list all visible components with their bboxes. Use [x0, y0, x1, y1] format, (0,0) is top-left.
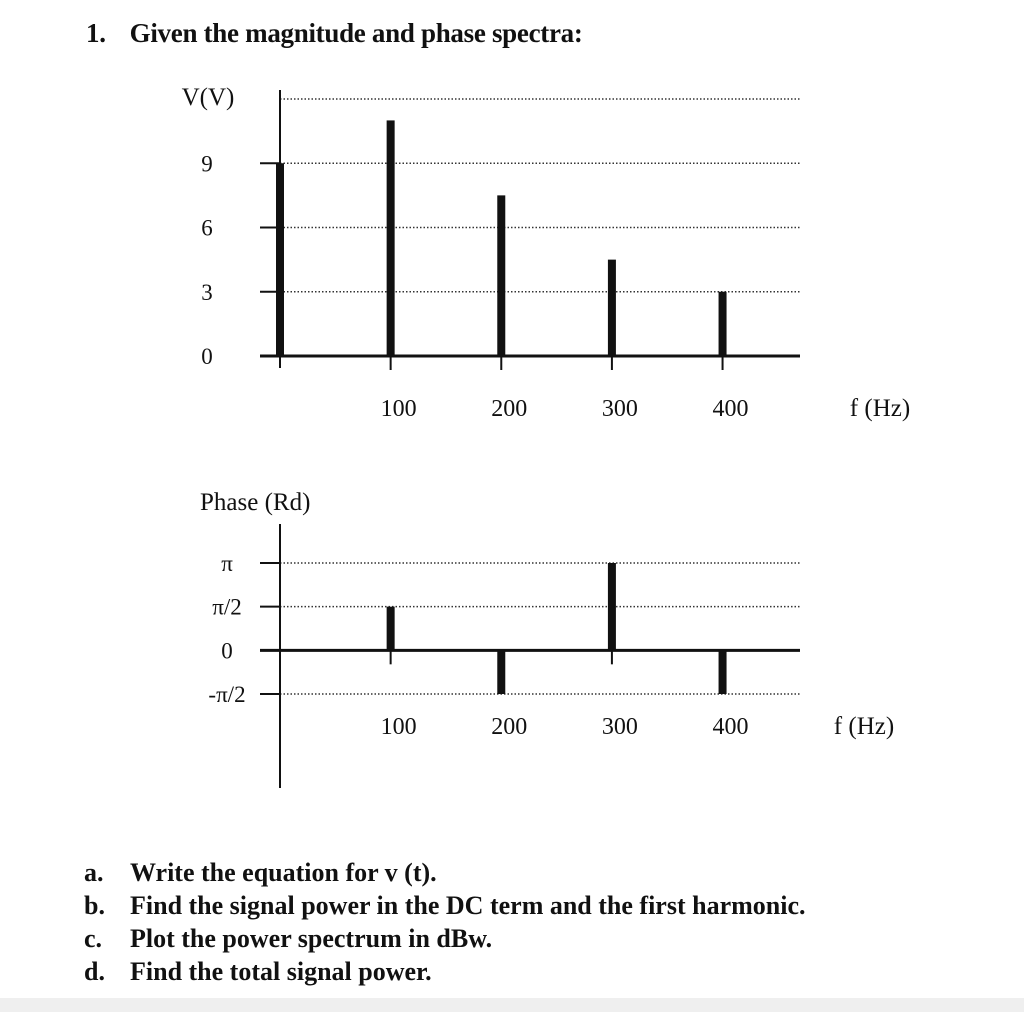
x-axis-title: f (Hz): [833, 713, 895, 740]
x-tick-label: 400: [712, 396, 749, 422]
magnitude-labels: [182, 84, 911, 422]
y-tick-label: 6: [201, 215, 213, 241]
phase-labels: [200, 489, 894, 740]
magnitude-grid: [280, 99, 800, 292]
x-tick-label: 200: [491, 714, 528, 740]
phase-bars: [387, 563, 727, 694]
y-tick-label: -π/2: [208, 682, 246, 707]
spectral-bar: [608, 563, 616, 650]
spectral-bar: [497, 650, 505, 694]
magnitude-bars: [276, 120, 727, 356]
question-list: [84, 856, 806, 988]
question-text: Plot the power spectrum in dBw.: [130, 924, 493, 953]
y-tick-label: 0: [221, 638, 233, 664]
question-text: Write the equation for v (t).: [130, 858, 437, 887]
question-item: [84, 856, 806, 889]
y-tick-label: 9: [201, 151, 213, 177]
x-tick-label: 100: [380, 714, 417, 740]
question-letter: c.: [84, 924, 103, 953]
y-tick-label: 0: [201, 344, 213, 369]
question-letter: b.: [84, 891, 105, 920]
magnitude-spectrum-chart: [0, 70, 1024, 450]
spectral-bar: [719, 292, 727, 356]
x-tick-label: 200: [491, 396, 528, 422]
spectral-bar: [497, 195, 505, 356]
y-tick-label: π: [221, 551, 233, 576]
question-letter: d.: [84, 957, 105, 986]
x-axis-title: f (Hz): [849, 395, 911, 422]
y-tick-label: 3: [201, 279, 213, 305]
question-item: [84, 955, 806, 988]
problem-text: Given the magnitude and phase spectra:: [129, 18, 583, 48]
spectral-bar: [608, 260, 616, 356]
question-item: [84, 889, 806, 922]
y-axis-title: V(V): [181, 84, 235, 111]
problem-statement: [86, 18, 583, 49]
question-text: Find the signal power in the DC term and the first harmonic.: [130, 891, 806, 920]
x-tick-label: 100: [380, 396, 417, 422]
question-text: Find the total signal power.: [130, 957, 432, 986]
spectral-bar: [276, 163, 284, 356]
spectral-bar: [387, 607, 395, 651]
y-axis-title: Phase (Rd): [200, 489, 311, 516]
x-tick-label: 300: [601, 714, 638, 740]
phase-spectrum-chart: [0, 480, 1024, 810]
question-item: [84, 922, 806, 955]
spectral-bar: [719, 650, 727, 694]
y-tick-label: π/2: [212, 594, 242, 620]
question-letter: a.: [84, 858, 104, 887]
x-tick-label: 400: [712, 714, 749, 740]
x-tick-label: 300: [601, 396, 638, 422]
spectral-bar: [387, 120, 395, 356]
problem-number: 1.: [86, 18, 106, 48]
